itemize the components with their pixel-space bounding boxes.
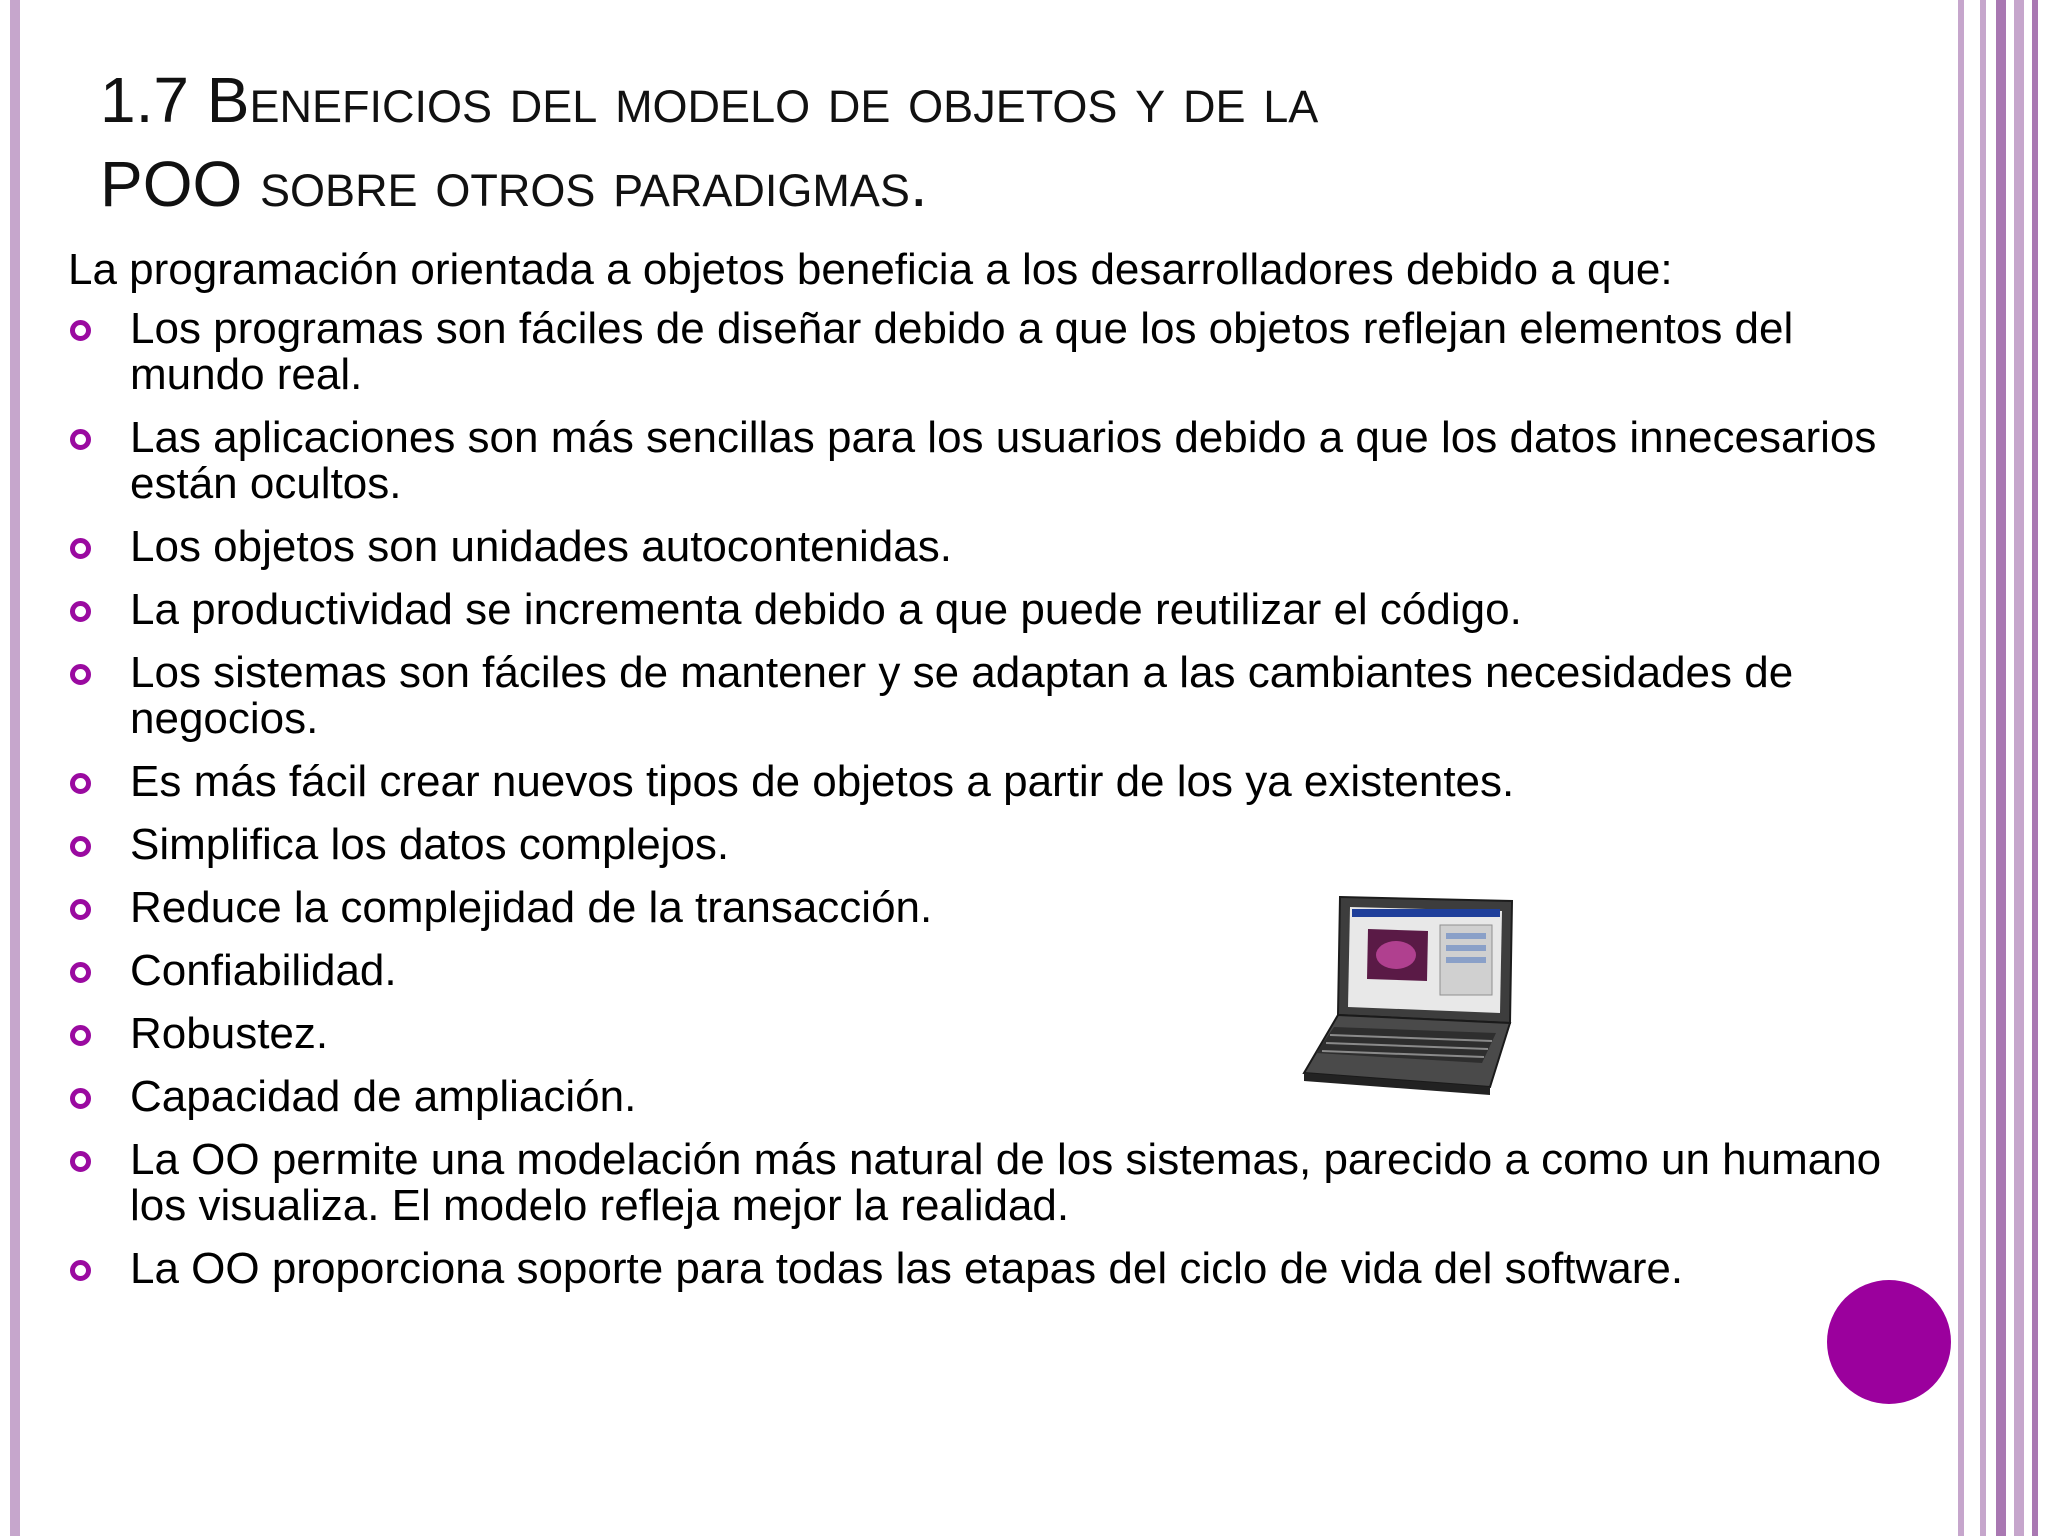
decorative-circle-icon bbox=[1827, 1280, 1951, 1404]
list-item bbox=[68, 650, 1908, 742]
right-border-stripes bbox=[1958, 0, 2048, 1536]
list-item bbox=[68, 822, 1908, 868]
bullet-circle-icon bbox=[70, 1151, 91, 1172]
list-item bbox=[68, 415, 1908, 507]
left-border-rule bbox=[10, 0, 20, 1536]
list-item-text: Las aplicaciones son más sencillas para los usuarios debido a que los datos innecesarios están ocultos. bbox=[130, 413, 1877, 508]
list-item-text: La productividad se incrementa debido a que puede reutilizar el código. bbox=[130, 585, 1522, 634]
bullet-circle-icon bbox=[70, 320, 91, 341]
list-item-text: Confiabilidad. bbox=[130, 946, 397, 995]
bullet-circle-icon bbox=[70, 601, 91, 622]
bullet-circle-icon bbox=[70, 899, 91, 920]
list-item bbox=[68, 524, 1908, 570]
bullet-circle-icon bbox=[70, 664, 91, 685]
list-item bbox=[68, 1011, 1908, 1057]
slide-title bbox=[100, 58, 1600, 226]
laptop-icon bbox=[1300, 895, 1520, 1095]
list-item-text: Simplifica los datos complejos. bbox=[130, 820, 730, 869]
bullet-circle-icon bbox=[70, 538, 91, 559]
list-item bbox=[68, 759, 1908, 805]
list-item-text: Reduce la complejidad de la transacción. bbox=[130, 883, 933, 932]
slide-title-line-1: 1.7 Beneficios del modelo de objetos y de la bbox=[100, 64, 1319, 136]
list-item-text: Los objetos son unidades autocontenidas. bbox=[130, 522, 952, 571]
list-item bbox=[68, 1074, 1908, 1120]
benefits-list bbox=[68, 306, 1908, 1309]
list-item-text: Los sistemas son fáciles de mantener y se adaptan a las cambiantes necesidades de negocios. bbox=[130, 648, 1794, 743]
list-item-text: Es más fácil crear nuevos tipos de objetos a partir de los ya existentes. bbox=[130, 757, 1515, 806]
list-item bbox=[68, 1137, 1908, 1229]
list-item bbox=[68, 885, 1908, 931]
list-item bbox=[68, 587, 1908, 633]
list-item bbox=[68, 306, 1908, 398]
bullet-circle-icon bbox=[70, 773, 91, 794]
bullet-circle-icon bbox=[70, 1260, 91, 1281]
bullet-circle-icon bbox=[70, 1088, 91, 1109]
list-item-text: La OO proporciona soporte para todas las etapas del ciclo de vida del software. bbox=[130, 1244, 1684, 1293]
intro-text: La programación orientada a objetos beneficia a los desarrolladores debido a que: bbox=[68, 245, 1673, 294]
slide-title-line-2: POO sobre otros paradigmas. bbox=[100, 148, 928, 220]
bullet-circle-icon bbox=[70, 962, 91, 983]
bullet-circle-icon bbox=[70, 836, 91, 857]
list-item-text: Robustez. bbox=[130, 1009, 329, 1058]
list-item bbox=[68, 1246, 1908, 1292]
bullet-circle-icon bbox=[70, 1025, 91, 1046]
list-item bbox=[68, 948, 1908, 994]
bullet-circle-icon bbox=[70, 429, 91, 450]
list-item-text: Capacidad de ampliación. bbox=[130, 1072, 637, 1121]
list-item-text: Los programas son fáciles de diseñar debido a que los objetos reflejan elementos del mundo real. bbox=[130, 304, 1794, 399]
list-item-text: La OO permite una modelación más natural de los sistemas, parecido a como un humano los visualiza. El modelo refleja mejor la realidad. bbox=[130, 1135, 1882, 1230]
